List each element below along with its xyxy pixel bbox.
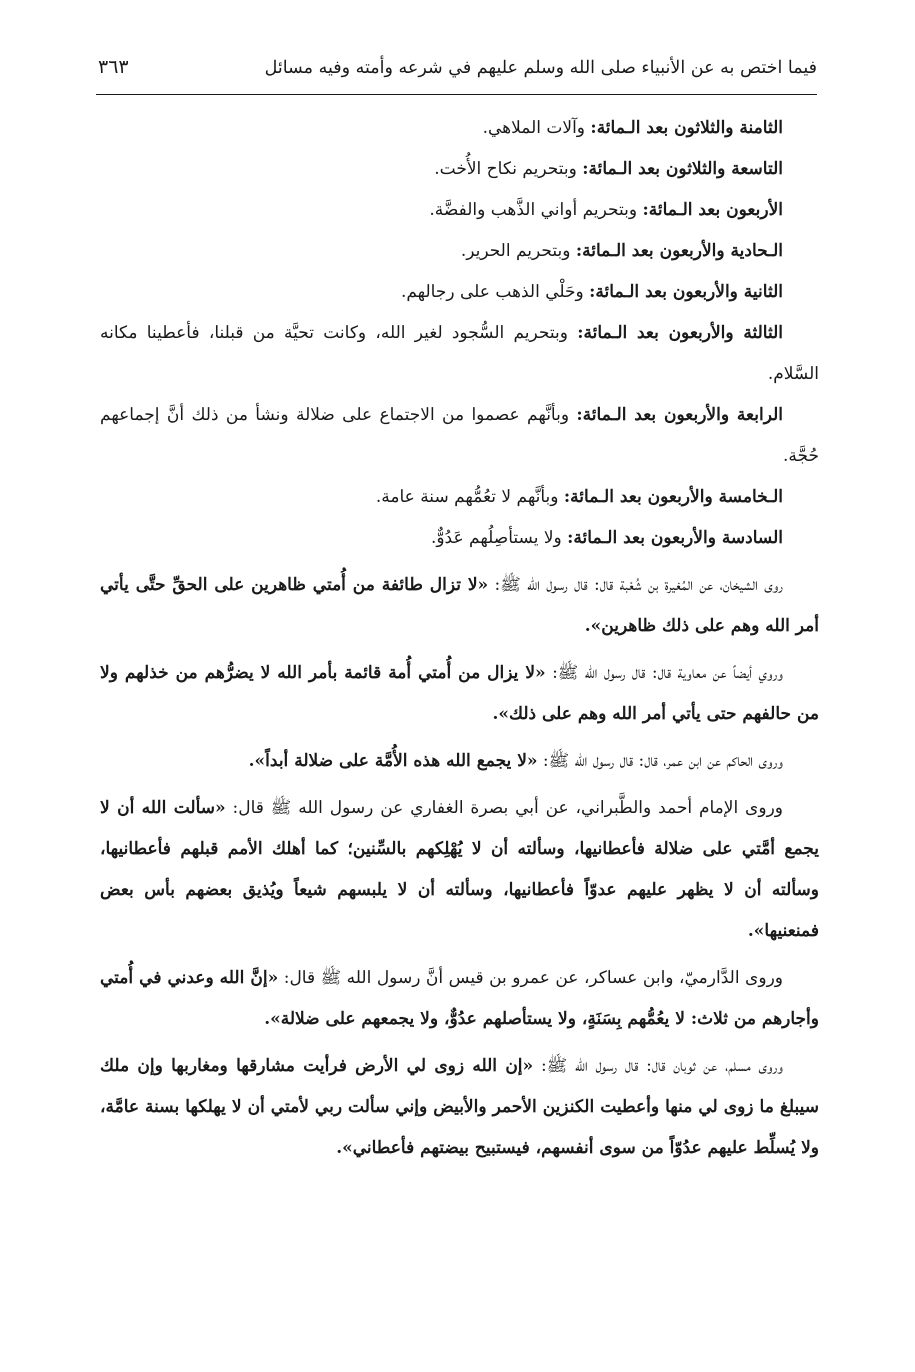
item-text: وحَلْي الذهب على رجالهم. <box>400 282 590 302</box>
item-label: الثانية والأربعون بعد الـمائة: <box>589 282 783 302</box>
item-text: وآلات الملاهي. <box>482 118 591 138</box>
item-paragraph <box>100 108 819 149</box>
item-paragraph <box>100 231 819 272</box>
hadith-intro: وروى مسلم، عن ثوبان قال: قال رسول الله ﷺ: <box>533 1056 783 1076</box>
item-label: الـخامسة والأربعون بعد الـمائة: <box>563 487 783 507</box>
hadith-quote: «إن الله زوى لي الأرض فرأيت مشارقها ومغاربها وإن ملك سيبلغ ما زوى لي منها وأعطيت الكنزين الأحمر والأبيض وإني سألت ربي لأمتي أن لا يهلكها بسنة عامَّة، ولا يُسلِّط عليهم عدُوّاً من سوى أنفسهم، فيستبيح بيضتهم فأعطاني». <box>100 1056 820 1158</box>
hadith-intro: روى الشيخان، عن المُغيرة بن شُعْبة قال: قال رسول الله ﷺ: <box>488 575 783 595</box>
item-paragraph <box>100 190 819 231</box>
item-text: وبأنَّهم عصموا من الاجتماع على ضلالة ونشأ من ذلك أنَّ إجماعهم حُجَّة. <box>100 405 819 466</box>
page-number: ٣٦٣ <box>98 56 129 78</box>
hadith-quote: «إنَّ الله وعدني في أُمتي وأجارهم من ثلاث: لا يعُمُّهم بِسَنَةٍ، ولا يستأصلهم عدُوٌّ، ولا يجمعهم على ضلالة». <box>100 968 819 1029</box>
hadith-paragraph <box>100 788 819 952</box>
hadith-quote: «لا يزال من أُمتي أُمة قائمة بأمر الله لا يضرُّهم من خذلهم ولا من حالفهم حتى يأتي أمر الله وهم على ذلك». <box>100 663 819 724</box>
page-header <box>96 56 817 95</box>
item-label: التاسعة والثلاثون بعد الـمائة: <box>582 159 783 179</box>
hadith-intro: وروى الدَّارميّ، وابن عساكر، عن عمرو بن قيس أنَّ رسول الله ﷺ قال: <box>278 968 783 988</box>
item-label: الـحادية والأربعون بعد الـمائة: <box>575 241 783 261</box>
hadith-paragraph <box>100 653 819 735</box>
item-label: الثامنة والثلاثون بعد الـمائة: <box>590 118 783 138</box>
item-paragraph <box>100 518 819 559</box>
item-paragraph <box>100 477 819 518</box>
item-text: وبتحريم الحرير. <box>460 241 576 261</box>
hadith-paragraph <box>100 741 819 782</box>
item-label: الثالثة والأربعون بعد الـمائة: <box>577 323 783 343</box>
item-paragraph <box>100 313 819 395</box>
hadith-paragraph <box>100 958 819 1040</box>
hadith-intro: وروى الإمام أحمد والطَّبراني، عن أبي بصرة الغفاري عن رسول الله ﷺ قال: <box>225 798 783 818</box>
page-body <box>100 108 819 1169</box>
item-label: السادسة والأربعون بعد الـمائة: <box>567 528 783 548</box>
item-text: ولا يستأصِلُهم عَدُوٌّ. <box>430 528 568 548</box>
item-label: الرابعة والأربعون بعد الـمائة: <box>576 405 783 425</box>
item-label: الأربعون بعد الـمائة: <box>642 200 783 220</box>
item-text: وبتحريم نكاح الأُخت. <box>434 159 583 179</box>
item-text: وبتحريم السُّجود لغير الله، وكانت تحيَّة من قبلنا، فأعطينا مكانه السَّلام. <box>100 323 819 384</box>
running-title: فيما اختص به عن الأنبياء صلى الله وسلم عليهم في شرعه وأمته وفيه مسائل <box>264 58 817 78</box>
item-paragraph <box>100 395 819 477</box>
hadith-quote: «لا يجمع الله هذه الأُمَّة على ضلالة أبداً». <box>248 751 538 771</box>
item-text: وبأنَّهم لا تعُمُّهم سنة عامة. <box>375 487 564 507</box>
hadith-paragraph <box>100 565 819 647</box>
item-paragraph <box>100 149 819 190</box>
hadith-intro: وروى الحاكم عن ابن عمر، قال: قال رسول الله ﷺ: <box>537 751 783 771</box>
hadith-intro: وروي أيضاً عن معاوية قال: قال رسول الله ﷺ: <box>545 663 783 683</box>
item-paragraph <box>100 272 819 313</box>
hadith-quote: «سألت الله أن لا يجمع أمَّتي على ضلالة فأعطانيها، وسألته أن لا يُهْلِكهم بالسِّنين؛ كما أهلك الأمم قبلهم فأعطانيها، وسألته أن لا يظهر عليهم عدوّاً فأعطانيها، وسألته أن لا يلبسهم شيعاً ويُذيق بعضهم بأس بعض فمنعنيها». <box>100 798 819 941</box>
item-text: وبتحريم أواني الذَّهب والفضَّة. <box>429 200 643 220</box>
hadith-quote: «لا تزال طائفة من أُمتي ظاهرين على الحقِّ حتَّى يأتي أمر الله وهم على ذلك ظاهرين». <box>100 575 819 636</box>
hadith-paragraph <box>100 1046 819 1169</box>
